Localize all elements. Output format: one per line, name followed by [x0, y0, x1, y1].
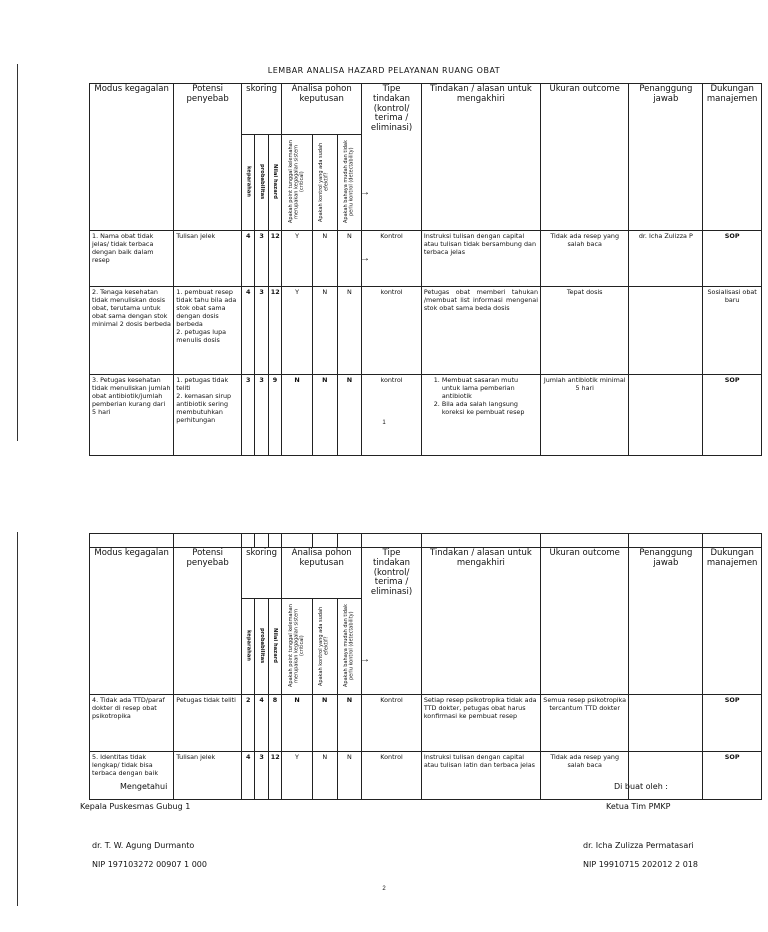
cell-dukungan: SOP: [703, 231, 762, 287]
header-modus: Modus kegagalan: [90, 84, 174, 135]
cell-tipe: Kontrol: [362, 752, 422, 800]
cell-keparahan: 2: [242, 695, 255, 752]
cell-q3: N: [337, 231, 362, 287]
cell-q2: N: [312, 375, 337, 456]
cell-dukungan: Sosialisasi obat baru: [703, 287, 762, 375]
cell-tindakan: Setiap resep psikotropika tidak ada TTD dokter, petugas obat harus konfirmasi ke pembuat resep: [421, 695, 540, 752]
cell-ukuran: Semua resep psikotropika tercantum TTD dokter: [541, 695, 629, 752]
header-potensi: Potensi penyebab: [174, 548, 242, 599]
header-ukuran: Ukuran outcome: [541, 548, 629, 599]
signature-right-label: Di buat oleh :: [614, 782, 669, 791]
header-tindakan: Tindakan / alasan untuk mengakhiri: [421, 84, 540, 135]
cell-q3: N: [337, 695, 362, 752]
cell-q1: Y: [282, 287, 313, 375]
signature-left-nip: NIP 197103272 00907 1 000: [92, 860, 207, 869]
cell-potensi: 1. petugas tidak teliti 2. kemasan sirup antibiotik sering membutuhkan perhitungan: [174, 375, 242, 456]
cell-q2: N: [312, 695, 337, 752]
cell-q1: N: [282, 375, 313, 456]
cell-ukuran: Tidak ada resep yang salah baca: [541, 231, 629, 287]
blank-row: [90, 534, 762, 548]
subheader-q2: Apakah kontrol yang ada sudah efektif?: [318, 606, 330, 686]
page1-margin-line: [17, 64, 18, 441]
cell-modus: 1. Nama obat tidak jelas/ tidak terbaca dengan baik dalam resep: [90, 231, 174, 287]
cell-q3: N: [337, 375, 362, 456]
cell-penanggung: dr. Icha Zulizza P: [629, 231, 703, 287]
cell-dukungan: SOP: [703, 375, 762, 456]
cell-q2: N: [312, 752, 337, 800]
page-number: 1: [382, 420, 386, 426]
cell-penanggung: [629, 287, 703, 375]
cell-penanggung: [629, 695, 703, 752]
subheader-nilai-hazard: Nilai hazard: [272, 164, 279, 200]
table-row: [90, 375, 762, 456]
cell-modus: 5. Identitas tidak lengkap/ tidak bisa terbaca dengan baik: [90, 752, 174, 800]
cell-ukuran: Tidak ada resep yang salah baca: [541, 752, 629, 800]
hazard-table-page1: [89, 83, 762, 456]
subheader-q3: Apakah bahaya mudah dan tidak perlu kontrol (detectability): [342, 604, 355, 688]
signature-right-role: Ketua Tim PMKP: [606, 802, 671, 811]
cell-q1: N: [282, 695, 313, 752]
cell-penanggung: [629, 375, 703, 456]
cell-tindakan: Instruksi tulisan dengan capital atau tulisan tidak bersambung dan terbaca jelas: [421, 231, 540, 287]
document-title: LEMBAR ANALISA HAZARD PELAYANAN RUANG OBAT: [267, 66, 501, 75]
hazard-table-page2: [89, 533, 762, 800]
arrow-right-icon: →: [360, 187, 370, 198]
header-skoring: skoring: [242, 548, 282, 599]
cell-ukuran: Tepat dosis: [541, 287, 629, 375]
cell-tindakan: Instruksi tulisan dengan capital atau tulisan latin dan terbaca jelas: [421, 752, 540, 800]
subheader-keparahan: keparahan: [245, 630, 252, 662]
cell-hazard: 8: [268, 695, 281, 752]
cell-q2: N: [312, 287, 337, 375]
subheader-probabilitas: probabilitas: [258, 628, 265, 664]
cell-hazard: 12: [268, 231, 281, 287]
subheader-row: [90, 135, 762, 231]
cell-probabilitas: 4: [255, 695, 268, 752]
subheader-q3: Apakah bahaya mudah dan tidak perlu kontrol (detectability): [342, 140, 355, 224]
cell-tipe: kontrol: [362, 375, 422, 456]
table-row: [90, 287, 762, 375]
cell-keparahan: 4: [242, 231, 255, 287]
table-row: [90, 752, 762, 800]
cell-q1: Y: [282, 752, 313, 800]
subheader-q1: Apakah point tunggal kelemahan merupakan kegagalan sistem (critical): [287, 604, 305, 688]
list-item: 1. Membuat sasaran mutu untuk lama pemberian antibiotik: [442, 376, 538, 400]
header-tindakan: Tindakan / alasan untuk mengakhiri: [421, 548, 540, 599]
header-dukungan: Dukungan manajemen: [703, 548, 762, 599]
subheader-q2: Apakah kontrol yang ada sudah efektif?: [318, 142, 330, 222]
cell-potensi: Tulisan jelek: [174, 752, 242, 800]
cell-ukuran: Jumlah antibiotik minimal 5 hari: [541, 375, 629, 456]
table-row: [90, 231, 762, 287]
signature-left-label: Mengetahui: [120, 782, 168, 791]
page-number: 2: [382, 886, 386, 892]
cell-penanggung: [629, 752, 703, 800]
cell-modus: 3. Petugas kesehatan tidak menuliskan jumlah obat antibiotik/jumlah pemberian kurang dari 5 hari: [90, 375, 174, 456]
tindakan-list: [424, 376, 538, 416]
cell-tipe: Kontrol: [362, 231, 422, 287]
header-tipe: Tipe tindakan (kontrol/ terima / eliminasi): [362, 84, 422, 135]
cell-modus: 4. Tidak ada TTD/paraf dokter di resep obat psikotropika: [90, 695, 174, 752]
cell-tindakan: [421, 375, 540, 456]
cell-probabilitas: 3: [255, 287, 268, 375]
cell-probabilitas: 3: [255, 375, 268, 456]
header-potensi: Potensi penyebab: [174, 84, 242, 135]
cell-q3: N: [337, 752, 362, 800]
subheader-probabilitas: probabilitas: [258, 164, 265, 200]
cell-q1: Y: [282, 231, 313, 287]
subheader-nilai-hazard: Nilai hazard: [272, 628, 279, 664]
cell-probabilitas: 3: [255, 752, 268, 800]
subheader-q1: Apakah point tunggal kelemahan merupakan kegagalan sistem (critical): [287, 140, 305, 224]
header-penanggung: Penanggung jawab: [629, 548, 703, 599]
header-skoring: skoring: [242, 84, 282, 135]
header-tipe: Tipe tindakan (kontrol/ terima / eliminasi): [362, 548, 422, 599]
cell-q3: N: [337, 287, 362, 375]
cell-tindakan: Petugas obat memberi tahukan /membuat list informasi mengenai stok obat sama beda dosis: [421, 287, 540, 375]
cell-hazard: 12: [268, 287, 281, 375]
cell-potensi: Petugas tidak teliti: [174, 695, 242, 752]
list-item: 2. Bila ada salah langsung koreksi ke pembuat resep: [442, 400, 538, 416]
page2-margin-line: [17, 532, 18, 906]
arrow-right-icon: →: [360, 654, 370, 665]
header-row: [90, 84, 762, 135]
cell-probabilitas: 3: [255, 231, 268, 287]
cell-tipe: Kontrol: [362, 695, 422, 752]
cell-keparahan: 4: [242, 287, 255, 375]
cell-keparahan: 4: [242, 752, 255, 800]
signature-left-name: dr. T. W. Agung Durmanto: [92, 841, 195, 850]
header-analisa: Analisa pohon keputusan: [282, 548, 362, 599]
cell-hazard: 12: [268, 752, 281, 800]
header-ukuran: Ukuran outcome: [541, 84, 629, 135]
cell-dukungan: SOP: [703, 752, 762, 800]
header-analisa: Analisa pohon keputusan: [282, 84, 362, 135]
cell-potensi: Tulisan jelek: [174, 231, 242, 287]
signature-right-name: dr. Icha Zulizza Permatasari: [583, 841, 694, 850]
cell-modus: 2. Tenaga kesehatan tidak menuliskan dosis obat, terutama untuk obat sama dengan stok minimal 2 dosis berbeda: [90, 287, 174, 375]
cell-dukungan: SOP: [703, 695, 762, 752]
header-row: [90, 548, 762, 599]
header-dukungan: Dukungan manajemen: [703, 84, 762, 135]
cell-potensi: 1. pembuat resep tidak tahu bila ada stok obat sama dengan dosis berbeda 2. petugas lupa menulis dosis: [174, 287, 242, 375]
cell-tipe: kontrol: [362, 287, 422, 375]
cell-keparahan: 3: [242, 375, 255, 456]
table-row: [90, 695, 762, 752]
signature-left-role: Kepala Puskesmas Gubug 1: [80, 802, 191, 811]
header-penanggung: Penanggung jawab: [629, 84, 703, 135]
arrow-right-icon: →: [360, 253, 370, 264]
cell-hazard: 9: [268, 375, 281, 456]
cell-q2: N: [312, 231, 337, 287]
signature-right-nip: NIP 19910715 202012 2 018: [583, 860, 698, 869]
subheader-row: [90, 599, 762, 695]
subheader-keparahan: keparahan: [245, 166, 252, 198]
header-modus: Modus kegagalan: [90, 548, 174, 599]
